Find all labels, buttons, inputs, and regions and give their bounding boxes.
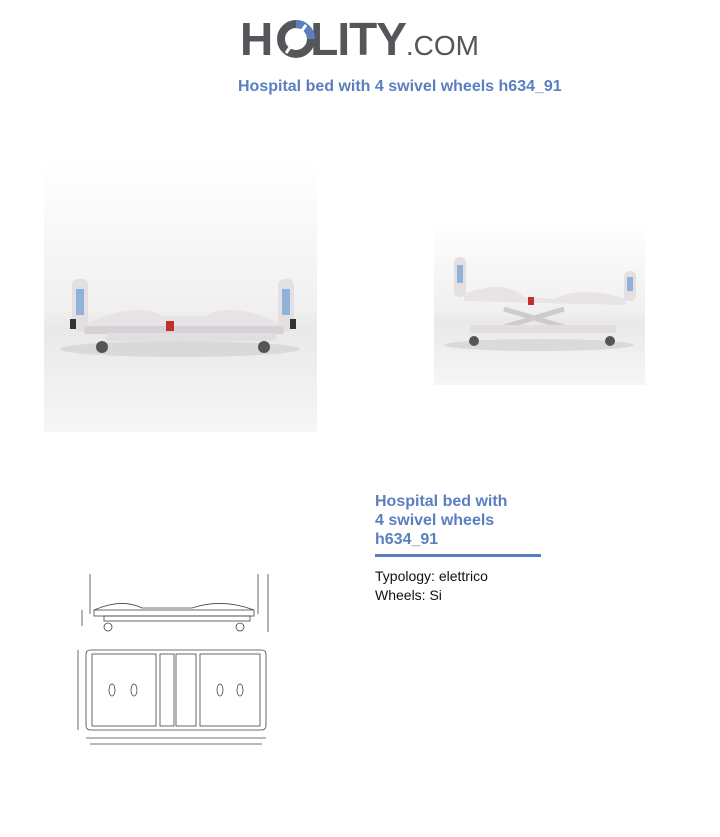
technical-drawing[interactable] <box>72 562 282 752</box>
spec-label: Wheels: <box>375 587 426 603</box>
spec-wheels <box>375 586 541 605</box>
logo-letter-h: H <box>240 13 273 65</box>
spec-value: Si <box>429 587 442 603</box>
spec-value: elettrico <box>438 568 488 584</box>
holity-logo[interactable] <box>240 10 482 70</box>
product-title-line-3: h634_91 <box>375 531 439 548</box>
logo-ring-icon <box>276 19 316 59</box>
logo-letters: LITY <box>310 13 406 65</box>
spec-label: Typology: <box>375 568 435 584</box>
bed-side-illustration <box>434 219 645 385</box>
page-title: Hospital bed with 4 swivel wheels h634_91 <box>238 78 562 95</box>
logo-suffix: .COM <box>405 30 480 61</box>
spec-list <box>375 567 541 605</box>
product-info <box>375 492 541 605</box>
product-title-line-2: 4 swivel wheels <box>375 512 495 529</box>
product-title-line-1: Hospital bed with <box>375 493 508 510</box>
bed-front-photo[interactable] <box>44 161 317 432</box>
title-divider <box>375 554 541 557</box>
spec-typology <box>375 567 541 586</box>
bed-front-illustration <box>44 161 317 432</box>
technical-drawing-illustration <box>72 562 282 752</box>
product-title <box>375 492 541 549</box>
bed-side-photo[interactable] <box>434 219 645 385</box>
